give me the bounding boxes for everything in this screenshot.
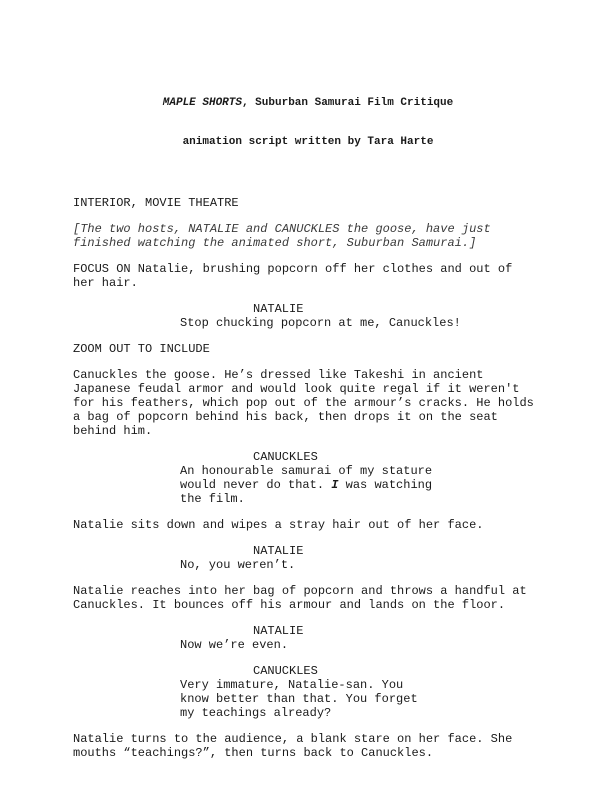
action-paragraph: Natalie sits down and wipes a stray hair out of her face. — [73, 518, 484, 532]
action-paragraph: Canuckles the goose. He’s dressed like Takeshi in ancient Japanese feudal armor and would look quite regal if it weren't for his feathers, which pop out of the armour’s cracks. He holds a bag of popcorn behind his back, then drops it on the seat behind him. — [73, 368, 534, 438]
dialogue-block — [73, 544, 543, 572]
dialogue-line: No, you weren’t. — [180, 558, 296, 572]
transition: ZOOM OUT TO INCLUDE — [73, 342, 210, 356]
show-name: MAPLE SHORTS — [162, 97, 242, 109]
dialogue-emphasis: I — [331, 478, 339, 492]
dialogue-line — [73, 464, 543, 506]
character-name: CANUCKLES — [253, 450, 318, 464]
dialogue-text: was watching the film. — [180, 478, 433, 506]
dialogue-block — [73, 450, 543, 506]
action-paragraph: Natalie reaches into her bag of popcorn and throws a handful at Canuckles. It bounces off his armour and lands on the floor. — [73, 584, 527, 612]
character-name: NATALIE — [253, 302, 304, 316]
title-line-2: animation script written by Tara Harte — [182, 136, 434, 148]
character-name: NATALIE — [253, 624, 304, 638]
title-line-1 — [73, 97, 543, 110]
dialogue-line: Stop chucking popcorn at me, Canuckles! — [180, 316, 461, 330]
action-paragraph: FOCUS ON Natalie, brushing popcorn off her clothes and out of her hair. — [73, 262, 513, 290]
action-paragraph: Natalie turns to the audience, a blank stare on her face. She mouths “teachings?”, then turns back to Canuckles. — [73, 732, 513, 760]
dialogue-line: Now we’re even. — [180, 638, 289, 652]
dialogue-block — [73, 664, 543, 720]
dialogue-text: An honourable samurai of my stature would never do that. — [180, 464, 433, 492]
dialogue-line: Very immature, Natalie-san. You know better than that. You forget my teachings already? — [180, 678, 418, 720]
title-subject: , Suburban Samurai Film Critique — [241, 97, 454, 109]
dialogue-block — [73, 302, 543, 330]
script-title — [73, 71, 543, 175]
character-name: NATALIE — [253, 544, 304, 558]
stage-direction: [The two hosts, NATALIE and CANUCKLES the goose, have just finished watching the animated short, Suburban Samurai.] — [73, 222, 491, 250]
character-name: CANUCKLES — [253, 664, 318, 678]
scene-heading: INTERIOR, MOVIE THEATRE — [73, 196, 239, 210]
script-page — [73, 71, 543, 772]
dialogue-block — [73, 624, 543, 652]
